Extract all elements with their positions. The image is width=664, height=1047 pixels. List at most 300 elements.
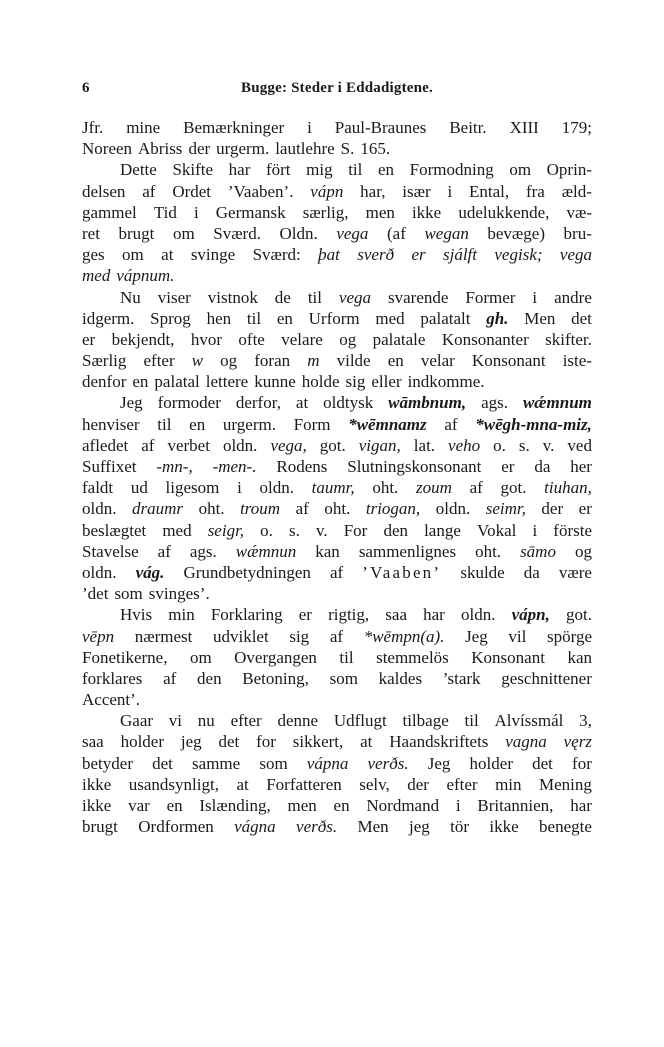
word: Jeg — [427, 753, 451, 773]
word: svinge — [190, 245, 236, 265]
word: vápna — [306, 753, 349, 773]
word: got. — [500, 478, 527, 498]
word: som — [259, 753, 288, 773]
word: ’Vaaben’. — [227, 181, 294, 201]
word: den — [383, 520, 408, 540]
word: der — [407, 774, 429, 794]
word: kunne — [254, 372, 296, 392]
word: Alvíssmál — [494, 711, 564, 731]
word: vagna — [505, 732, 547, 752]
text-line — [82, 392, 592, 413]
word: Sværd: — [252, 245, 301, 265]
text-line — [82, 753, 592, 774]
word: Oprin- — [546, 160, 592, 180]
word: efter — [446, 774, 478, 794]
word: bekjendt, — [111, 329, 175, 349]
word: m — [307, 351, 320, 371]
word: oldn. — [435, 499, 471, 519]
word: af — [444, 414, 458, 434]
word: Slutningskonsonant — [347, 457, 482, 476]
word: wāmbnum, — [388, 393, 467, 413]
text-line — [82, 138, 592, 159]
word: palatal — [154, 372, 200, 392]
text-line — [82, 689, 592, 710]
text-line — [82, 541, 592, 562]
word: sverð — [357, 245, 395, 265]
word: Form — [293, 414, 331, 434]
word: en — [377, 160, 395, 180]
word: ’det — [82, 584, 109, 604]
word: velar — [420, 351, 455, 371]
word: om — [189, 647, 212, 667]
word: Forklaring — [210, 605, 283, 625]
word: en — [276, 308, 293, 328]
word: hen — [206, 308, 232, 328]
word: Grundbetydningen — [183, 562, 311, 582]
word: forklares — [82, 668, 143, 688]
text-line — [82, 477, 592, 498]
word: wegan — [424, 223, 469, 243]
word: til — [157, 414, 172, 434]
word: til — [307, 287, 322, 307]
word: Gaar — [120, 711, 154, 731]
text-line — [82, 159, 592, 180]
word: iste- — [562, 351, 592, 371]
word: bru- — [563, 223, 592, 243]
word: foran — [254, 351, 291, 371]
word: vega, — [270, 435, 307, 455]
word: Former — [465, 287, 516, 307]
word: palatalt — [420, 308, 471, 328]
word: da — [523, 562, 540, 582]
word: got. — [565, 605, 592, 625]
word: ’Vaaben’ — [362, 562, 442, 582]
word: Fonetikerne, — [82, 647, 168, 667]
word: Islænding, — [199, 796, 271, 815]
word: Konsonant — [471, 351, 546, 371]
word: det — [218, 732, 240, 752]
word: min — [495, 774, 522, 794]
word: som — [114, 584, 143, 604]
word: efter — [230, 711, 262, 731]
word: samme — [192, 753, 241, 773]
word: vág. — [135, 562, 165, 582]
word: tiuhan, — [544, 478, 592, 498]
word: seimr, — [485, 499, 526, 519]
word: Stavelse — [82, 541, 139, 561]
word: oldn. — [82, 562, 117, 582]
word: vęrz — [563, 732, 592, 752]
word: til — [339, 647, 354, 667]
word: Bemærkninger — [183, 118, 285, 137]
word: der — [188, 139, 211, 159]
word: 3, — [579, 711, 592, 731]
word: af — [157, 541, 171, 561]
word: udviklet — [212, 626, 269, 646]
word: Betoning, — [242, 668, 309, 688]
word: det — [532, 753, 553, 773]
running-head — [82, 80, 592, 100]
word: 165. — [360, 139, 391, 159]
word: er — [82, 329, 96, 349]
word: For — [343, 520, 368, 540]
word: vil — [508, 626, 527, 646]
word: der — [541, 499, 564, 519]
word: om — [122, 245, 144, 265]
text-line — [82, 202, 592, 223]
word: urgerm. — [216, 139, 270, 159]
word: Konsonanter — [441, 329, 529, 349]
word: rigtig, — [328, 605, 370, 625]
word: afledet — [82, 435, 129, 455]
word: ikke — [82, 774, 112, 794]
word: delsen — [82, 181, 126, 201]
word: Mening — [539, 774, 592, 794]
word: betyder — [82, 753, 133, 773]
word: vilde — [336, 351, 371, 371]
word: 179; — [561, 118, 592, 137]
text-line — [82, 626, 592, 647]
word: er — [298, 605, 312, 625]
word: efter — [143, 351, 175, 371]
word: udelukkende, — [458, 202, 550, 222]
word: bevæge) — [487, 223, 545, 243]
word: seigr, — [207, 520, 245, 540]
word: indkomme. — [407, 372, 485, 392]
word: *wēmnamz — [348, 414, 427, 434]
word: brugt — [82, 817, 118, 837]
word: Men — [524, 308, 556, 328]
word: men — [365, 202, 395, 222]
word: var — [128, 796, 150, 815]
word: o. — [260, 520, 273, 540]
word: vistnok — [207, 287, 258, 307]
word: til — [246, 308, 262, 328]
word: wǽmnum — [522, 393, 592, 413]
word: Ental, — [469, 181, 510, 201]
text-line — [82, 498, 592, 519]
word: Britannien, — [477, 796, 554, 815]
word: en — [132, 372, 149, 392]
word: her — [570, 457, 592, 476]
word: vágna — [234, 817, 276, 837]
word: vápn, — [511, 605, 550, 625]
word: har — [423, 605, 445, 625]
word: ikke — [489, 817, 519, 837]
word: gh. — [486, 308, 509, 328]
word: -men-. — [212, 457, 257, 476]
word: men — [287, 796, 317, 815]
word: Accent’. — [82, 690, 141, 710]
word: Germansk — [215, 202, 286, 222]
word: det — [571, 308, 592, 328]
word: Jfr. — [82, 118, 104, 137]
word: Overgangen — [234, 647, 317, 667]
word: förste — [553, 520, 592, 540]
word: af — [469, 478, 483, 498]
text-line — [82, 583, 592, 604]
text-line — [82, 265, 592, 286]
word: er — [501, 457, 515, 476]
word: (af — [387, 223, 406, 243]
running-title: Bugge: Steder i Eddadigtene. — [240, 80, 433, 96]
text-line — [82, 117, 592, 138]
word: især — [402, 181, 431, 201]
word: verbet — [167, 435, 210, 455]
word: viser — [157, 287, 191, 307]
text-line — [82, 329, 592, 350]
word: ret — [82, 223, 100, 243]
word: denne — [277, 711, 319, 731]
word: med — [162, 520, 192, 540]
word: af — [142, 181, 156, 201]
word: Sprog — [150, 308, 191, 328]
word: Jeg — [120, 393, 143, 413]
text-line — [82, 710, 592, 731]
word: Nordmand — [366, 796, 440, 815]
word: gammel — [82, 202, 137, 222]
word: henviser — [82, 414, 140, 434]
word: idgerm. — [82, 308, 135, 328]
word: særlig, — [302, 202, 349, 222]
text-line — [82, 520, 592, 541]
word: saa — [82, 732, 104, 752]
word: svinges’. — [148, 584, 210, 604]
word: oldn. — [259, 478, 294, 498]
word: Men — [357, 817, 389, 837]
text-line — [82, 287, 592, 308]
word: ud — [130, 478, 148, 498]
word: Oldn. — [279, 223, 318, 243]
word: til — [464, 711, 479, 731]
word: s. — [518, 435, 530, 455]
word: oht. — [475, 541, 502, 561]
word: for — [256, 732, 276, 752]
word: Hvis — [120, 605, 153, 625]
word: med — [375, 308, 405, 328]
word: vápn — [310, 181, 344, 201]
word: en — [333, 796, 350, 815]
word: at — [360, 732, 373, 752]
word: i — [307, 118, 312, 137]
word: i — [532, 520, 538, 540]
word: sjálft — [443, 245, 478, 265]
word: XIII — [509, 118, 539, 137]
word: en — [387, 351, 404, 371]
word: for — [572, 753, 592, 773]
word: nærmest — [134, 626, 193, 646]
text-line — [82, 774, 592, 795]
word: Nu — [120, 287, 141, 307]
word: Urform — [308, 308, 360, 328]
word: brugt — [118, 223, 155, 243]
word: Noreen — [82, 139, 133, 159]
word: eller — [371, 372, 402, 392]
text-line — [82, 350, 592, 371]
word: lat. — [413, 435, 436, 455]
word: som — [329, 668, 358, 688]
text-line — [82, 371, 592, 392]
word: Ordformen — [138, 817, 214, 837]
text-line — [82, 562, 592, 583]
word: S. — [340, 139, 355, 159]
body-text — [82, 117, 592, 837]
word: troum — [240, 499, 281, 519]
word: mine — [126, 118, 161, 137]
word: at — [295, 393, 309, 413]
word: taumr, — [311, 478, 355, 498]
word: usandsynligt, — [128, 774, 219, 794]
word: oldn. — [222, 435, 258, 455]
word: af — [295, 499, 309, 519]
word: sig — [289, 626, 310, 646]
word: sikkert, — [292, 732, 344, 752]
word: -mn-, — [156, 457, 193, 476]
word: Vokal — [477, 520, 517, 540]
word: af — [330, 562, 344, 582]
word: Paul-Braunes — [334, 118, 427, 137]
text-line — [82, 223, 592, 244]
word: o. — [493, 435, 506, 455]
word: kaldes — [378, 668, 423, 688]
text-line — [82, 244, 592, 265]
word: ligesom — [165, 478, 220, 498]
word: fra — [525, 181, 545, 201]
word: har — [570, 796, 592, 815]
word: hvor — [190, 329, 222, 349]
word: skulde — [460, 562, 505, 582]
word: oldn. — [82, 499, 117, 519]
word: Abriss — [138, 139, 183, 159]
word: oldn. — [460, 605, 496, 625]
word: Sværd. — [213, 223, 261, 243]
word: saa — [385, 605, 408, 625]
word: af — [329, 626, 344, 646]
text-line — [82, 456, 592, 477]
word: de — [274, 287, 291, 307]
word: Konsonant — [471, 647, 545, 667]
word: v. — [315, 520, 328, 540]
word: selv, — [359, 774, 390, 794]
word: oldtysk — [323, 393, 374, 413]
word: formoder — [157, 393, 221, 413]
word: i — [455, 796, 461, 815]
word: Skifte — [172, 160, 214, 180]
word: kan — [567, 647, 592, 667]
word: palatale — [372, 329, 426, 349]
word: wǽmnun — [235, 541, 297, 561]
word: oht. — [198, 499, 225, 519]
word: ges — [82, 245, 105, 265]
word: vi — [168, 711, 183, 731]
word: urgerm. — [222, 414, 276, 434]
word: svarende — [388, 287, 449, 307]
word: triogan, — [365, 499, 421, 519]
word: lautlehre — [275, 139, 335, 159]
word: draumr — [132, 499, 184, 519]
word: stemmelös — [376, 647, 449, 667]
word: holder — [469, 753, 513, 773]
word: vega — [336, 223, 369, 243]
word: være — [558, 562, 592, 582]
word: ikke — [411, 202, 442, 222]
word: i — [532, 287, 538, 307]
word: vega — [338, 287, 372, 307]
word: ’stark — [442, 668, 481, 688]
word: Haandskriftets — [389, 732, 489, 752]
text-line — [82, 795, 592, 816]
word: ags. — [481, 393, 508, 413]
word: vēpn — [82, 626, 115, 646]
text-line — [82, 435, 592, 456]
word: derfor, — [235, 393, 281, 413]
word: Jeg — [465, 626, 488, 646]
text-line — [82, 816, 592, 837]
word: og — [339, 329, 357, 349]
word: spörge — [546, 626, 592, 646]
word: veho — [448, 435, 481, 455]
word: om — [509, 160, 532, 180]
word: þat — [318, 245, 340, 265]
word: til — [348, 160, 363, 180]
word: vega — [559, 245, 592, 265]
word: Særlig — [82, 351, 127, 371]
word: Dette — [120, 160, 157, 180]
word: lettere — [205, 372, 249, 392]
word: og — [574, 541, 592, 561]
word: jeg — [180, 732, 202, 752]
word: ved — [567, 435, 592, 455]
text-line — [82, 414, 592, 435]
text-line — [82, 181, 592, 202]
word: benegte — [539, 817, 592, 837]
word: Tid — [153, 202, 177, 222]
word: at — [161, 245, 174, 265]
word: kan — [315, 541, 340, 561]
word: æld- — [561, 181, 592, 201]
word: ikke — [82, 796, 112, 815]
word: w — [191, 351, 204, 371]
word: beslægtet — [82, 520, 147, 540]
word: i — [193, 202, 199, 222]
word: vápnum. — [116, 266, 175, 286]
word: Beitr. — [449, 118, 487, 137]
word: ofte — [238, 329, 265, 349]
word: om — [172, 223, 195, 243]
word: got. — [319, 435, 346, 455]
word: er — [411, 245, 426, 265]
word: ags. — [189, 541, 217, 561]
word: fört — [265, 160, 291, 180]
word: sig — [345, 372, 366, 392]
word: en — [189, 414, 206, 434]
word: har — [228, 160, 251, 180]
word: nu — [197, 711, 215, 731]
word: Formodning — [409, 160, 494, 180]
word: af — [163, 668, 177, 688]
word: tilbage — [402, 711, 449, 731]
text-line — [82, 668, 592, 689]
word: i — [237, 478, 242, 498]
word: har, — [360, 181, 386, 201]
word: faldt — [82, 478, 114, 498]
word: min — [168, 605, 195, 625]
word: lange — [424, 520, 461, 540]
page-number: 6 — [82, 80, 90, 96]
word: den — [197, 668, 222, 688]
word: andre — [554, 287, 592, 307]
word: vegisk; — [494, 245, 543, 265]
